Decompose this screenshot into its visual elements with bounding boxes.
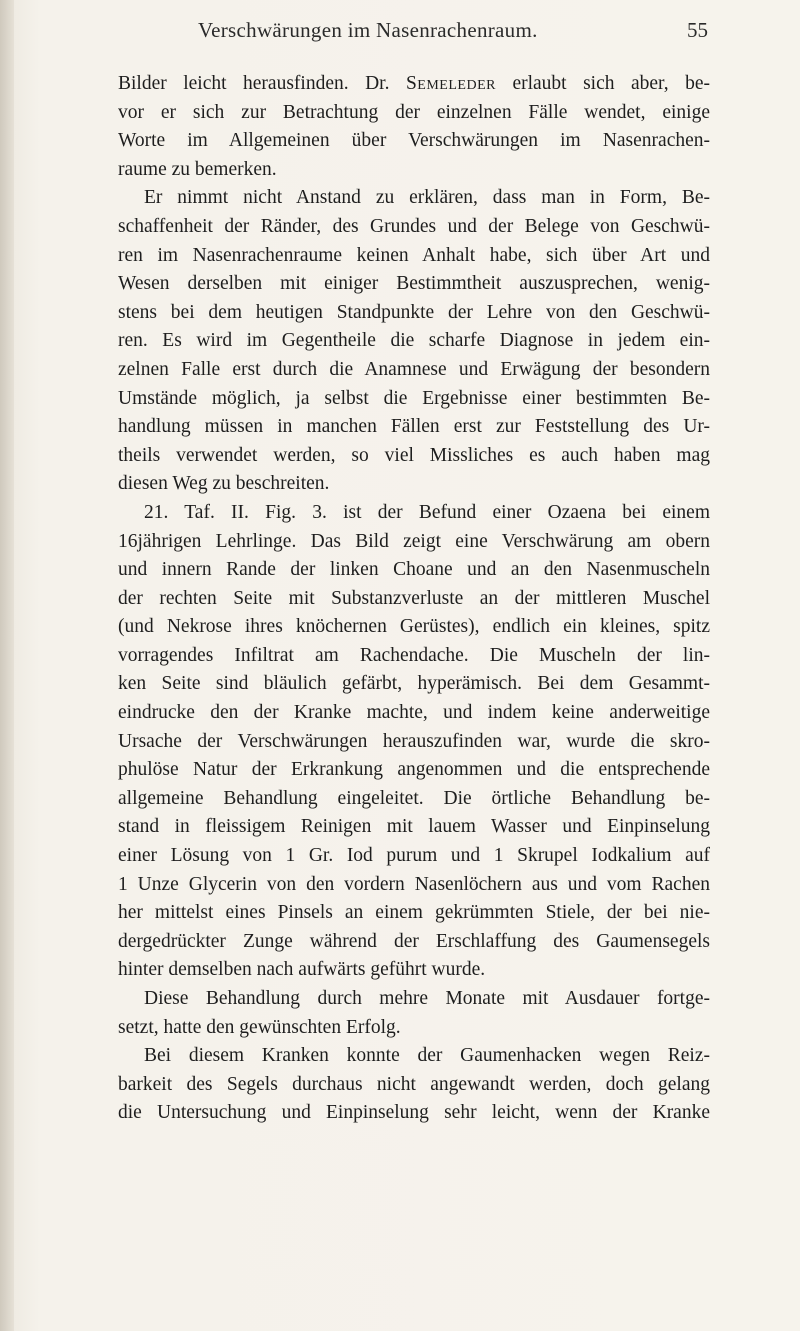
paragraph-4: [118, 985, 710, 1042]
text-line: vorragendes Infiltrat am Rachendache. Die Muscheln der lin-: [118, 644, 710, 666]
text-line: einer Lösung von 1 Gr. Iod purum und 1 Skrupel Iodkalium auf: [118, 845, 710, 867]
text-line: (und Nekrose ihres knöchernen Gerüstes), endlich ein kleines, spitz: [118, 616, 710, 638]
text-line: ren. Es wird im Gegentheile die scharfe Diagnose in jedem ein-: [118, 330, 710, 352]
text-line: Ursache der Verschwärungen herauszufinden war, wurde die skro-: [118, 730, 710, 752]
text-line: hinter demselben nach aufwärts geführt wurde.: [118, 959, 486, 981]
text-line: Worte im Allgemeinen über Verschwärungen im Nasenrachen-: [118, 130, 710, 152]
text-line: Bilder leicht herausfinden. Dr. Semeleder erlaubt sich aber, be-: [118, 73, 710, 94]
text-line: vor er sich zur Betrachtung der einzelnen Fälle wendet, einige: [118, 101, 710, 123]
text-line: der rechten Seite mit Substanzverluste an der mittleren Muschel: [118, 587, 710, 609]
text-line: theils verwendet werden, so viel Missliches es auch haben mag: [118, 444, 710, 466]
body-text: [118, 70, 710, 1128]
text-line: phulöse Natur der Erkrankung angenommen und die entsprechende: [118, 759, 710, 781]
paragraph-5: [118, 1042, 710, 1128]
text-line: die Untersuchung und Einpinselung sehr leicht, wenn der Kranke: [118, 1102, 710, 1124]
text-line: stens bei dem heutigen Standpunkte der Lehre von den Geschwü-: [118, 301, 710, 323]
text-line: handlung müssen in manchen Fällen erst zur Feststellung des Ur-: [118, 416, 710, 438]
text-line: her mittelst eines Pinsels an einem gekrümmten Stiele, der bei nie-: [118, 902, 710, 924]
paragraph-2: [118, 184, 710, 499]
text-line: Er nimmt nicht Anstand zu erklären, dass man in Form, Be-: [144, 187, 710, 209]
text-line: allgemeine Behandlung eingeleitet. Die örtliche Behandlung be-: [118, 787, 710, 809]
page-header: [118, 18, 708, 48]
text-line: 1 Unze Glycerin von den vordern Nasenlöchern aus und vom Rachen: [118, 873, 710, 895]
text-line: Bei diesem Kranken konnte der Gaumenhacken wegen Reiz-: [144, 1045, 710, 1067]
text-line: schaffenheit der Ränder, des Grundes und der Belege von Geschwü-: [118, 215, 710, 237]
text-line: raume zu bemerken.: [118, 158, 277, 180]
text-line: Umstände möglich, ja selbst die Ergebnisse einer bestimmten Be-: [118, 387, 710, 409]
paragraph-1: [118, 70, 710, 184]
text-line: eindrucke den der Kranke machte, und indem keine anderweitige: [118, 702, 710, 724]
text-line: stand in fleissigem Reinigen mit lauem Wasser und Einpinselung: [118, 816, 710, 838]
page-number: 55: [687, 18, 708, 42]
text-line: 21. Taf. II. Fig. 3. ist der Befund einer Ozaena bei einem: [144, 501, 710, 523]
text-line: setzt, hatte den gewünschten Erfolg.: [118, 1016, 401, 1038]
author-name: Semeleder: [405, 73, 496, 94]
text-line: zelnen Falle erst durch die Anamnese und Erwägung der besondern: [118, 358, 710, 380]
page-gutter-shadow: [0, 0, 14, 1331]
text-line: ken Seite sind bläulich gefärbt, hyperämisch. Bei dem Gesammt-: [118, 673, 710, 695]
text-line: barkeit des Segels durchaus nicht angewandt werden, doch gelang: [118, 1073, 710, 1095]
text-line: Wesen derselben mit einiger Bestimmtheit auszusprechen, wenig-: [118, 273, 710, 295]
text-line: ren im Nasenrachenraume keinen Anhalt habe, sich über Art und: [118, 244, 710, 266]
running-title: Verschwärungen im Nasenrachenraum.: [198, 18, 538, 42]
text-line: diesen Weg zu beschreiten.: [118, 473, 330, 495]
text-line: und innern Rande der linken Choane und an den Nasenmuscheln: [118, 559, 710, 581]
text-line: 16jährigen Lehrlinge. Das Bild zeigt eine Verschwärung am obern: [118, 530, 710, 552]
paragraph-3: [118, 499, 710, 985]
text-line: Diese Behandlung durch mehre Monate mit Ausdauer fortge-: [144, 988, 710, 1009]
text-line: dergedrückter Zunge während der Erschlaffung des Gaumensegels: [118, 930, 710, 952]
